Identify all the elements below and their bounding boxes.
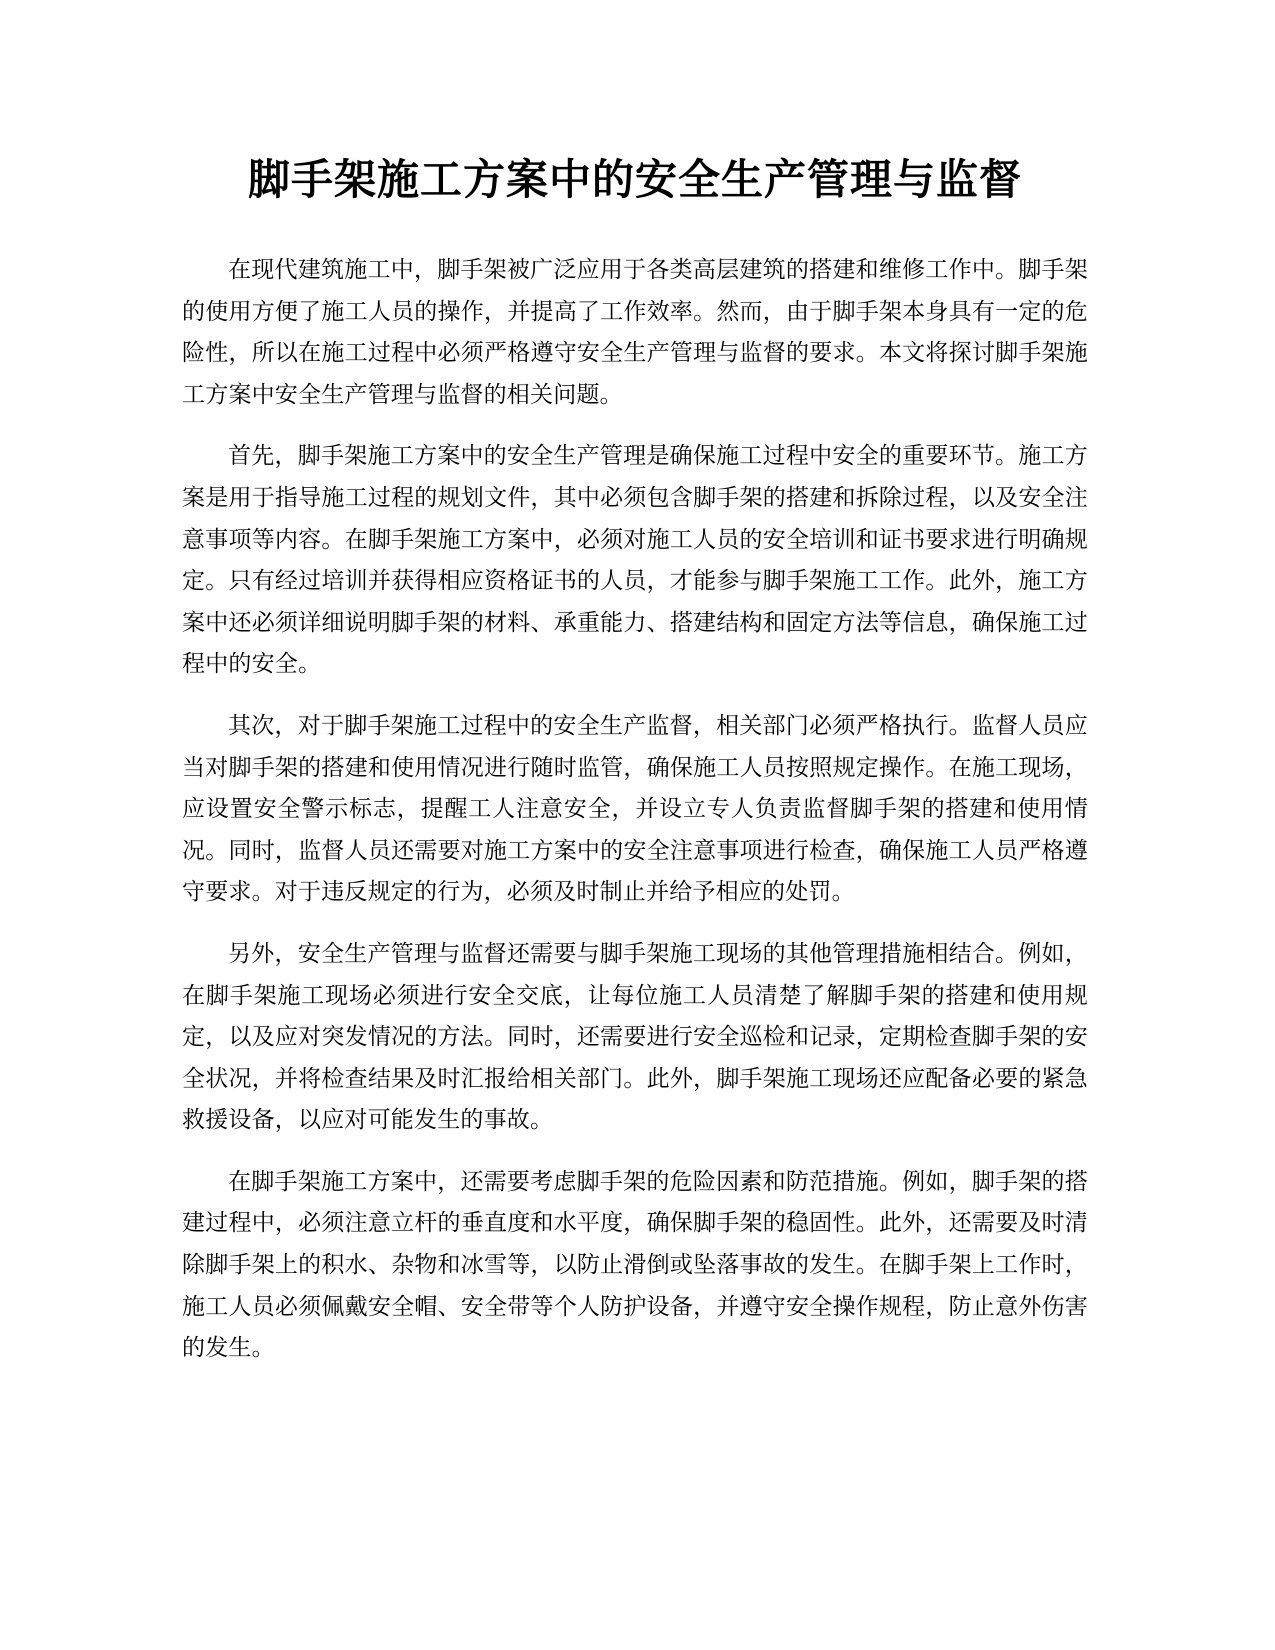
- paragraph-4: 另外，安全生产管理与监督还需要与脚手架施工现场的其他管理措施相结合。例如，在脚手架施工现场必须进行安全交底，让每位施工人员清楚了解脚手架的搭建和使用规定，以及应对突发情况的方法。同时，还需要进行安全巡检和记录，定期检查脚手架的安全状况，并将检查结果及时汇报给相关部门。此外，脚手架施工现场还应配备必要的紧急救援设备，以应对可能发生的事故。: [182, 940, 1088, 1134]
- document-title: 脚手架施工方案中的安全生产管理与监督: [247, 155, 1022, 204]
- document-page: [182, 0, 1088, 1370]
- paragraph-1: 在现代建筑施工中，脚手架被广泛应用于各类高层建筑的搭建和维修工作中。脚手架的使用方便了施工人员的操作，并提高了工作效率。然而，由于脚手架本身具有一定的危险性，所以在施工过程中必须严格遵守安全生产管理与监督的要求。本文将探讨脚手架施工方案中安全生产管理与监督的相关问题。: [182, 257, 1088, 408]
- paragraph-5: 在脚手架施工方案中，还需要考虑脚手架的危险因素和防范措施。例如，脚手架的搭建过程中，必须注意立杆的垂直度和水平度，确保脚手架的稳固性。此外，还需要及时清除脚手架上的积水、杂物和冰雪等，以防止滑倒或坠落事故的发生。在脚手架上工作时，施工人员必须佩戴安全帽、安全带等个人防护设备，并遵守安全操作规程，防止意外伤害的发生。: [182, 1168, 1088, 1362]
- paragraph-3: 其次，对于脚手架施工过程中的安全生产监督，相关部门必须严格执行。监督人员应当对脚手架的搭建和使用情况进行随时监管，确保施工人员按照规定操作。在施工现场，应设置安全警示标志，提醒工人注意安全，并设立专人负责监督脚手架的搭建和使用情况。同时，监督人员还需要对施工方案中的安全注意事项进行检查，确保施工人员严格遵守要求。对于违反规定的行为，必须及时制止并给予相应的处罚。: [182, 712, 1088, 906]
- paragraph-2: 首先，脚手架施工方案中的安全生产管理是确保施工过程中安全的重要环节。施工方案是用于指导施工过程的规划文件，其中必须包含脚手架的搭建和拆除过程，以及安全注意事项等内容。在脚手架施工方案中，必须对施工人员的安全培训和证书要求进行明确规定。只有经过培训并获得相应资格证书的人员，才能参与脚手架施工工作。此外，施工方案中还必须详细说明脚手架的材料、承重能力、搭建结构和固定方法等信息，确保施工过程中的安全。: [182, 443, 1088, 678]
